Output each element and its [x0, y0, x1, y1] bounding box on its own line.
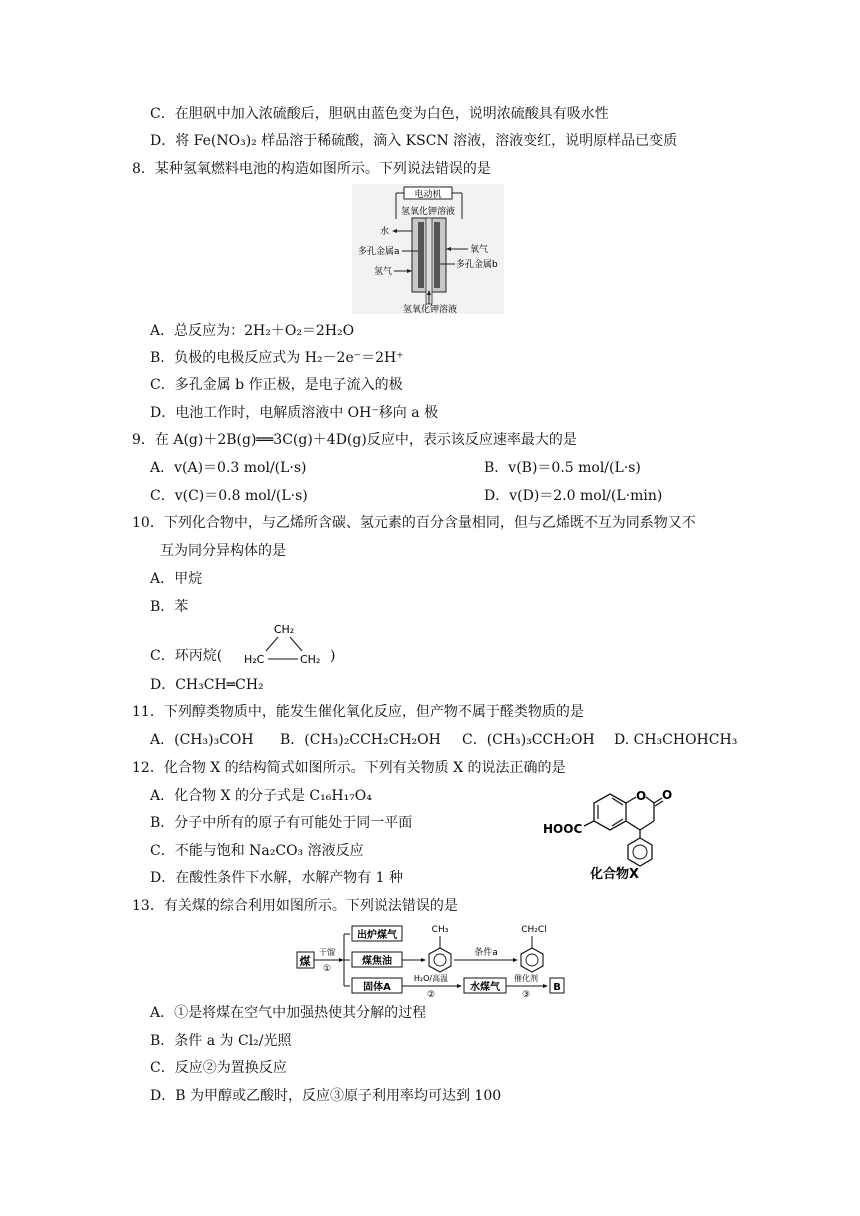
dry-distill-label: 干馏	[319, 948, 335, 957]
q11-option-c: C．(CH₃)₃CCH₂OH	[462, 732, 595, 748]
coal-label: 煤	[299, 955, 311, 968]
q9-option-c: C．v(C)＝0.8 mol/(L·s)	[150, 488, 308, 504]
q13-option-a: A．①是将煤在空气中加强热使其分解的过程	[150, 1005, 427, 1021]
q7-option-d: D．将 Fe(NO₃)₂ 样品溶于稀硫酸，滴入 KSCN 溶液，溶液变红，说明原样品已变质	[150, 133, 678, 149]
ch2cl-label: CH₂Cl	[521, 925, 547, 935]
electrode-a	[418, 222, 424, 288]
q10-option-c-close: )	[330, 648, 336, 664]
q10-option-d: D．CH₃CH═CH₂	[150, 677, 264, 693]
fuel-cell-diagram	[352, 184, 504, 314]
coal-utilization-diagram	[294, 918, 578, 998]
metal-b-label: 多孔金属b	[456, 260, 498, 270]
q11-stem: 11．下列醇类物质中，能发生催化氧化反应，但产物不属于醛类物质的是	[132, 704, 584, 720]
ring-oxygen-label: O	[636, 789, 647, 803]
q11-option-b: B．(CH₃)₂CCH₂CH₂OH	[280, 732, 441, 748]
q8-option-d: D．电池工作时，电解质溶液中 OH⁻移向 a 极	[150, 405, 438, 421]
motor-label: 电动机	[414, 190, 442, 200]
top-koh-label: 氢氧化钾溶液	[400, 207, 456, 217]
cyclopropane-left-h2c: H₂C	[244, 653, 265, 666]
q8-option-c: C．多孔金属 b 作正极，是电子流入的极	[150, 377, 403, 393]
q11-option-d: D. CH₃CHOHCH₃	[614, 732, 738, 748]
q11-option-a: A．(CH₃)₃COH	[150, 732, 254, 748]
step2-label: ②	[426, 990, 436, 998]
q12-option-c: C．不能与饱和 Na₂CO₃ 溶液反应	[150, 843, 364, 859]
q10-stem-line1: 10．下列化合物中，与乙烯所含碳、氢元素的百分含量相同，但与乙烯既不互为同系物又不	[132, 515, 696, 531]
q10-stem-line2: 互为同分异构体的是	[160, 543, 286, 559]
q9-option-d: D．v(D)＝2.0 mol/(L·min)	[484, 488, 663, 504]
q8-option-a: A．总反应为：2H₂＋O₂＝2H₂O	[150, 323, 355, 339]
coke-gas-label: 出炉煤气	[357, 930, 397, 941]
step3-label: ③	[521, 990, 531, 998]
cyclopropane-right-ch2: CH₂	[300, 653, 321, 666]
condition-a-label: 条件a	[474, 948, 498, 958]
q12-stem: 12．化合物 X 的结构简式如图所示。下列有关物质 X 的说法正确的是	[132, 760, 566, 776]
q13-option-b: B．条件 a 为 Cl₂/光照	[150, 1033, 292, 1049]
q13-option-d: D．B 为甲醇或乙酸时，反应③原子利用率均可达到 100	[150, 1088, 502, 1104]
q8-stem: 8．某种氢氧燃料电池的构造如图所示。下列说法错误的是	[132, 161, 491, 177]
catalyst-label: 催化剂	[514, 974, 538, 983]
q10-option-a: A．甲烷	[150, 571, 203, 587]
water-gas-label: 水煤气	[470, 982, 500, 993]
ch3-label: CH₃	[431, 925, 449, 935]
cyclopropane-structure	[240, 620, 330, 668]
q13-option-c: C．反应②为置换反应	[150, 1060, 287, 1076]
solid-a-label: 固体A	[363, 982, 391, 993]
hydrogen-label: 氢气	[374, 267, 393, 277]
q9-stem: 9．在 A(g)＋2B(g)══3C(g)＋4D(g)反应中，表示该反应速率最大的是	[132, 432, 577, 448]
metal-a-label: 多孔金属a	[358, 247, 400, 257]
q9-option-b: B．v(B)＝0.5 mol/(L·s)	[484, 460, 641, 476]
q10-option-c: C．环丙烷(	[150, 648, 223, 664]
oxygen-label: 氧气	[470, 245, 489, 255]
water-label: 水	[380, 227, 390, 237]
q12-option-a: A．化合物 X 的分子式是 C₁₆H₁₇O₄	[150, 788, 372, 804]
compound-x-caption: 化合物X	[590, 867, 640, 882]
compound-x-structure	[540, 784, 680, 884]
q12-option-b: B．分子中所有的原子有可能处于同一平面	[150, 815, 413, 831]
carbonyl-oxygen-label: O	[662, 788, 673, 802]
h2o-high-temp-label: H₂O/高温	[413, 974, 449, 983]
cyclopropane-top-ch2: CH₂	[273, 623, 295, 636]
q8-option-b: B．负极的电极反应式为 H₂－2e⁻＝2H⁺	[150, 350, 404, 366]
q12-option-d: D．在酸性条件下水解，水解产物有 1 种	[150, 870, 404, 886]
q7-option-c: C．在胆矾中加入浓硫酸后，胆矾由蓝色变为白色，说明浓硫酸具有吸水性	[150, 106, 609, 122]
step1-label: ①	[322, 964, 332, 974]
coal-tar-label: 煤焦油	[362, 956, 392, 967]
b-label: B	[553, 982, 561, 993]
q10-option-b: B．苯	[150, 599, 189, 615]
electrode-b	[434, 222, 440, 288]
bottom-koh-label: 氢氧化钾溶液	[402, 305, 458, 314]
cooh-label: HOOC	[543, 822, 583, 836]
q9-option-a: A．v(A)＝0.3 mol/(L·s)	[150, 460, 307, 476]
q13-stem: 13．有关煤的综合利用如图所示。下列说法错误的是	[132, 898, 458, 914]
